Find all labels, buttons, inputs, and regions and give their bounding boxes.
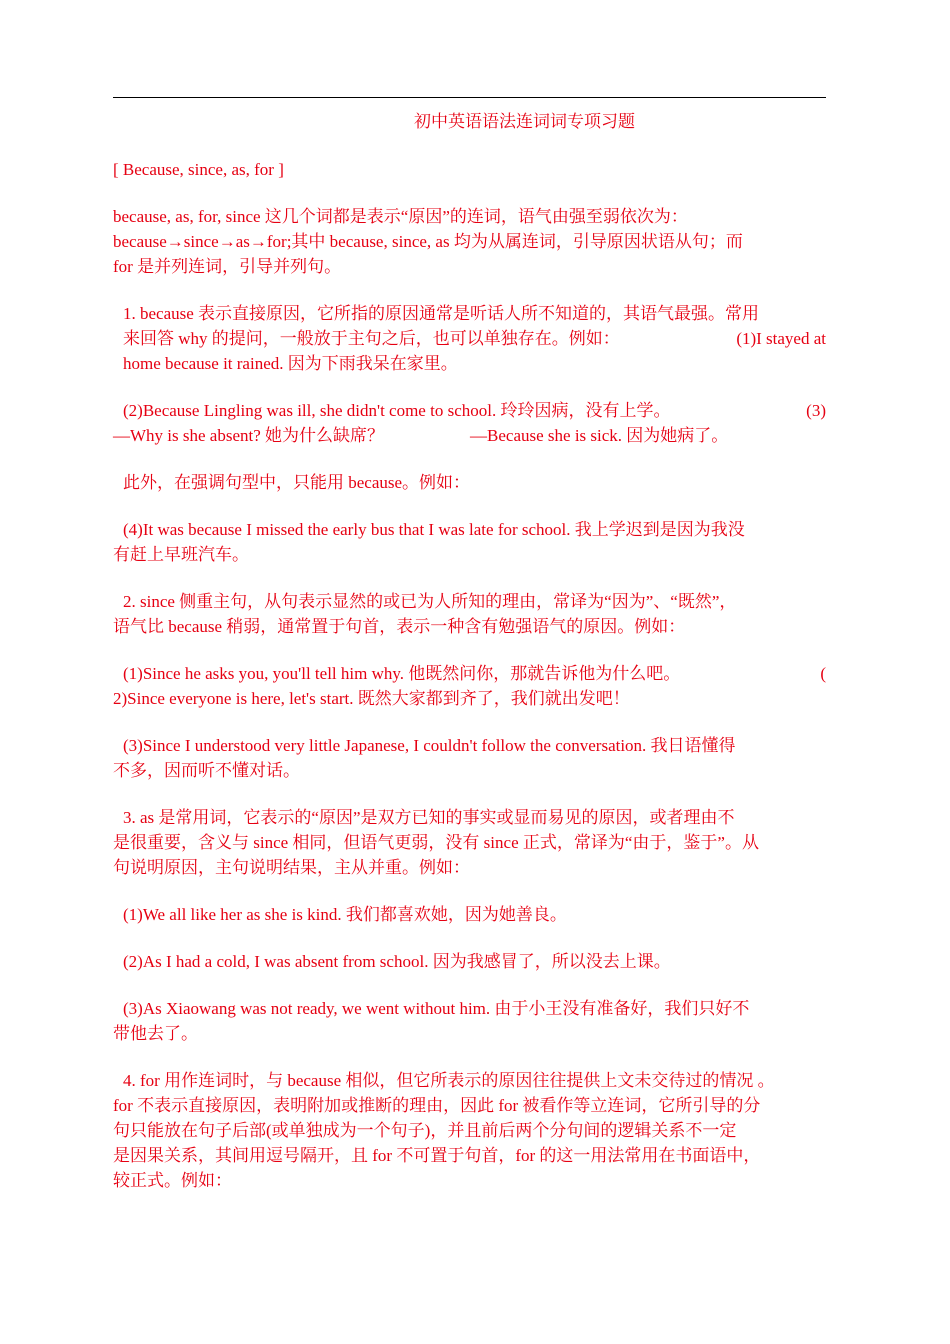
since-examples-line-1 [123, 661, 826, 686]
since-example-2-marker: ( [820, 664, 826, 683]
intro-line-1: because, as, for, since 这几个词都是表示“原因”的连词，语气由强至弱依次为： [113, 207, 688, 226]
because-line-2-text: 来回答 why 的提问，一般放于主句之后，也可以单独存在。例如： [123, 329, 620, 348]
for-line-5: 较正式。例如： [113, 1171, 232, 1190]
header-rule [113, 97, 826, 98]
as-line-1: 3. as 是常用词，它表示的“原因”是双方已知的事实或显而易见的原因，或者理由不 [123, 808, 735, 827]
because-line-2 [123, 326, 826, 351]
intro-line-2: because→since→as→for;其中 because, since, as 均为从属连词，引导原因状语从句；而 [113, 232, 743, 251]
because-example-3-marker: (3) [806, 401, 826, 420]
because-line-2-example: (1)I stayed at [736, 329, 826, 348]
since-example-3-line-2: 不多，因而听不懂对话。 [113, 761, 300, 780]
because-line-1: 1. because 表示直接原因，它所指的原因通常是听话人所不知道的，其语气最强。常用 [123, 304, 760, 323]
document-body [113, 157, 826, 1215]
since-example-1: (1)Since he asks you, you'll tell him why. 他既然问你，那就告诉他为什么吧。 [123, 664, 681, 683]
because-examples-paragraph [113, 398, 826, 448]
since-example-3-paragraph [113, 733, 826, 783]
because-example-4-line-2: 有赶上早班汽车。 [113, 545, 249, 564]
intro-line-3: for 是并列连词，引导并列句。 [113, 257, 342, 276]
as-line-2: 是很重要，含义与 since 相同，但语气更弱，没有 since 正式，常译为“由于，鉴于”。从 [113, 833, 759, 852]
as-example-2: (2)As I had a cold, I was absent from school. 因为我感冒了，所以没去上课。 [123, 952, 671, 971]
for-line-1: 4. for 用作连词时，与 because 相似，但它所表示的原因往往提供上文未交待过的情况 。 [123, 1071, 775, 1090]
because-examples-line-1 [123, 398, 826, 423]
since-example-3-line-1: (3)Since I understood very little Japanese, I couldn't follow the conversation. 我日语懂得 [123, 736, 736, 755]
for-paragraph [113, 1068, 826, 1193]
as-paragraph [113, 805, 826, 880]
since-examples-paragraph [113, 661, 826, 711]
section-heading: [ Because, since, as, for ] [113, 160, 284, 179]
because-line-3: home because it rained. 因为下雨我呆在家里。 [123, 354, 458, 373]
because-paragraph [113, 301, 826, 376]
intro-paragraph [113, 204, 826, 279]
since-example-2: 2)Since everyone is here, let's start. 既然大家都到齐了，我们就出发吧！ [113, 689, 630, 708]
because-example-4-line-1: (4)It was because I missed the early bus that I was late for school. 我上学迟到是因为我没 [123, 520, 745, 539]
because-example-4-paragraph [113, 517, 826, 567]
as-example-3-line-2: 带他去了。 [113, 1024, 198, 1043]
as-example-3-line-1: (3)As Xiaowang was not ready, we went without him. 由于小王没有准备好，我们只好不 [123, 999, 750, 1018]
as-line-3: 句说明原因，主句说明结果，主从并重。例如： [113, 858, 470, 877]
for-line-3: 句只能放在句子后部(或单独成为一个句子)，并且前后两个分句间的逻辑关系不一定 [113, 1121, 737, 1140]
because-example-2: (2)Because Lingling was ill, she didn't come to school. 玲玲因病，没有上学。 [123, 401, 671, 420]
page-title: 初中英语语法连词词专项习题 [414, 112, 635, 131]
as-example-3-paragraph [113, 996, 826, 1046]
because-examples-line-2 [113, 423, 826, 448]
since-line-1: 2. since 侧重主句，从句表示显然的或已为人所知的理由，常译为“因为”、“既然”， [123, 592, 737, 611]
since-paragraph [113, 589, 826, 639]
because-example-3-answer: —Because she is sick. 因为她病了。 [470, 426, 729, 445]
for-line-4: 是因果关系，其间用逗号隔开，且 for 不可置于句首，for 的这一用法常用在书面语中， [113, 1146, 761, 1165]
emphasis-note: 此外，在强调句型中，只能用 because。例如： [123, 473, 471, 492]
because-example-3-question: —Why is she absent? 她为什么缺席？ [113, 426, 385, 445]
since-line-2: 语气比 because 稍弱，通常置于句首，表示一种含有勉强语气的原因。例如： [113, 617, 686, 636]
for-line-2: for 不表示直接原因，表明附加或推断的理由，因此 for 被看作等立连词，它所引导的分 [113, 1096, 761, 1115]
as-example-1: (1)We all like her as she is kind. 我们都喜欢她，因为她善良。 [123, 905, 567, 924]
